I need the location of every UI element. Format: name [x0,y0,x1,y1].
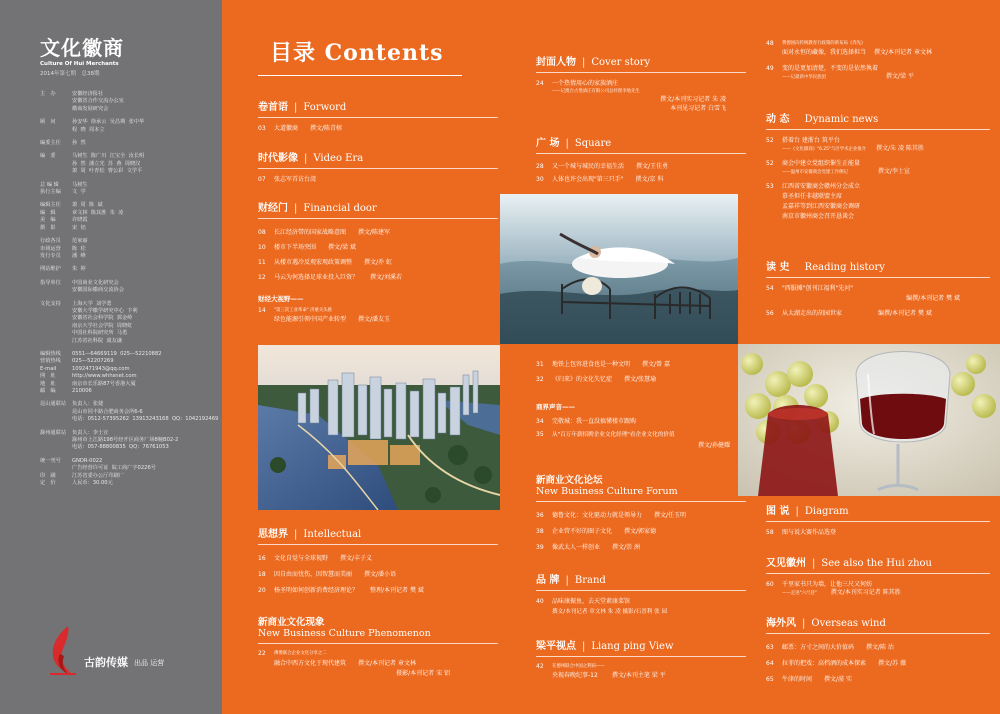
toc-entry-author: 撰文/本刊记者 章文林 朱 凌 摄影/石晋利 张 园 [552,609,668,615]
section-title-cn: 广 场 [536,138,560,149]
section-title-cn: 品 牌 [536,575,560,586]
credit-label [40,161,72,168]
credit-label [40,315,72,322]
toc-entry-title[interactable]: 央视春晚纪事-12 撰文/本刊主笔 梁 平 [552,672,666,679]
credit-value: 025—52207269 [72,358,114,365]
credit-label: 邮 编 [40,388,56,394]
credit-value: 电话：0512-57395262 13913243168 QQ：1042192469 [72,416,219,423]
toc-entry[interactable]: 52 搭着台 建浙台 筑平台 [766,137,840,144]
section-title-cn: 封面人物 [536,57,576,68]
masthead-credit-row [40,189,222,196]
section-title-en: See also the Hui zhou [821,558,932,569]
masthead-credit-row [40,280,222,287]
section-title-cn: 新商业文化现象 [258,617,325,628]
masthead-credit-row [40,366,222,373]
credit-value: 孙 然 [72,140,86,147]
section-square: 广 场 | Square 28 又一个城与城民的幸福生活 撰文/王佳勇 30 人体也许会出现"第三只手" 撰文/京 科 [536,134,746,186]
credit-value: 江苏省社科院 虞友谦 [72,337,122,344]
masthead-credit-row [40,358,222,365]
credit-value: 章文林 陈其胜 朱 凌 [72,209,124,216]
toc-entry[interactable]: 40 品味康振鱼，去天堂素康菜馆 [536,598,631,605]
toc-entry-author: 摄影/本刊记者 宋 铝 [396,670,450,677]
toc-entry[interactable]: 54 "西服摊"创刊江福利"先河" [766,285,854,292]
page-title: 目录 Contents [270,40,444,66]
credit-label [40,323,72,330]
credit-label: 编 委 [40,153,56,160]
toc-entry[interactable]: 08 长江经济带的国家战略意图 撰文/陈建军 [258,229,391,236]
credit-label: 编 辑 [40,209,56,216]
masthead-credit-row [40,153,222,160]
section-title-en: Reading history [804,262,885,273]
toc-entry[interactable]: 32 《归来》的文化失忆症 撰文/张慧瑜 [536,376,657,383]
masthead-panel [0,0,222,714]
section-title-cn: 新商业文化论坛 [536,475,603,486]
toc-entry[interactable]: 18 因自由而忧伤，因智慧而美丽 撰文/潘小语 [258,571,397,578]
toc-entry[interactable]: 53 江西省安徽商会赣州分会成立 [766,183,861,190]
section-title-en: Financial door [303,203,377,214]
calligraphy-flame-icon [46,624,80,676]
section-title-cn: 海外风 [766,618,796,629]
section-title-cn: 读 史 [766,262,790,273]
section-forword: 卷首语 | Forword 03 大道徽商 撰文/陈青榕 [258,98,498,134]
toc-entry[interactable]: 39 像武太人一样创业 撰文/崇 洲 [536,544,640,551]
masthead-credit-row [40,401,222,408]
section-title-cn: 又见徽州 [766,558,806,569]
masthead-credit-row [40,480,222,487]
credit-label: 编辑主任 [40,202,61,209]
toc-entry-note: ——记最新中华民族团 撰文/梁 平 [782,73,914,80]
credit-label [40,444,72,451]
masthead-credit-row [40,246,222,253]
section-top-entries [766,40,990,81]
credit-value: 程 晓 周本立 [72,126,105,133]
credit-label [40,127,72,134]
section-reading-history [766,258,990,319]
masthead-credit-row [40,330,222,337]
section-title-en: New Business Culture Forum [536,486,678,497]
section-title-cn: 思想界 [258,529,288,540]
credit-label: E-mail [40,365,57,372]
toc-entry[interactable]: 南京市徽州商会召开恳谈会 [782,213,855,220]
toc-entry[interactable]: 14 "第三次工业革命" 济重关头推 [258,307,333,314]
credit-label: 滁州通联站 [40,429,66,436]
issue-number: 2014年第七期 总38期 [40,71,100,77]
section-title-en: New Business Culture Phenomenon [258,628,431,639]
credit-value: 上海大学 刘学勇 [72,300,112,307]
publisher-suffix: 出品 运营 [134,659,165,667]
section-overseas-wind: 海外风 | Overseas wind 63 邮票：方寸之间的大价值码 撰文/陈 沽 64 拉菲的把戏：高档酒的成本探索 撰文/苏 薇 65 牛津的时间 撰文/漠 实 [766,614,990,688]
toc-entry[interactable]: 49 变的是更加清楚，不变的是依然執着 [766,65,879,72]
toc-entry-note: ——温州市安徽商会党建工作侧记 撰文/李士宣 [782,168,910,175]
credit-label: 顾 问 [40,119,56,126]
toc-entry[interactable]: 16 文化自觉与全球视野 撰文/丰子义 [258,555,373,562]
credit-label [40,287,72,294]
masthead-credit-row [40,225,222,232]
toc-entry[interactable]: 22 佛像联合企业文化分享之二 [258,650,327,657]
section-title-cn: 卷首语 [258,102,288,113]
credit-value: 南京市长乐路87号香港大厦 [72,380,136,387]
credit-label: 文化支持 [40,300,61,307]
section-title-en: Dynamic news [804,114,879,125]
section-title-cn: 梁平视点 [536,641,576,652]
credit-label: 主 办 [40,91,56,97]
wine-grapes-photo [738,344,1000,496]
toc-entry[interactable]: 56 从太湖走出的胡园世家 编撰/本刊记者 樊 斌 [766,310,932,317]
credit-label [40,168,72,175]
credit-label: 网站维护 [40,266,61,273]
masthead-credit-row [40,238,222,245]
masthead-credit-row [40,465,222,472]
credit-label: 市场运营 [40,245,61,252]
masthead-credit-row [40,217,222,224]
masthead-credit-row [40,127,222,134]
masthead-credit-row [40,323,222,330]
toc-entry[interactable]: 24 一个热情用心的家族酒庄 [536,80,619,87]
section-intellectual: 思想界 | Intellectual 16 文化自觉与全球视野 撰文/丰子义 18 因自由而忧伤，因智慧而美丽 撰文/潘小语 20 杨圣明如何创新消费经济理论？ 整理/本刊记者 樊 斌 [258,525,498,599]
toc-entry[interactable]: 38 企业管不好的圈子文化 撰文/郭家德 [536,528,657,535]
section-video-era: 时代影像 | Video Era 07 张志军首访台湾 [258,149,498,185]
credit-value: GNDR-0022 [72,457,103,464]
credit-value: 安徽国际徽商交流协会 [72,287,124,294]
section-title-en: Liang ping View [591,641,674,652]
credit-label: 行政各员 [40,238,61,245]
section-title-cn: 动 态 [766,114,790,125]
credit-value: 江苏省委办公厅印刷厂 [72,472,124,479]
toc-entry-author: 撰文/本刊实习记者 朱 凌 [660,96,726,103]
masthead-credit-row [40,381,222,388]
credit-value: 210006 [72,388,92,394]
toc-entry[interactable]: 12 马云为何选择足球业投入巨资？ 撰文/刘溪若 [258,274,403,281]
credit-label: 印 刷 [40,472,56,479]
toc-entry[interactable]: 03 大道徽商 撰文/陈青榕 [258,125,343,132]
credit-label [40,465,72,472]
credit-label: 昆山通联站 [40,401,66,408]
credit-value: 潘 峰 [72,252,86,259]
toc-entry-title[interactable]: 绿色能源引领中国产业转型 撰文/潘友玉 [274,316,391,323]
section-title-cn: 时代影像 [258,153,298,164]
credit-label: 定 价 [40,480,56,487]
section-title-en: Intellectual [303,529,362,540]
toc-entry[interactable]: 36 德鲁文化：文化驱动力就是领导力 撰文/任玉明 [536,512,687,519]
credit-value: 孙 然 潘立光 苏 燕 周晓汉 [72,160,141,167]
toc-entry-note: ——记澳台古堡酒庄有限公司总经理李地先生 [552,89,640,94]
floating-woman-bed-photo [500,194,738,344]
toc-entry-author: 本刊见习记者 白雪飞 [670,105,726,112]
credit-value: 萧 周 陈 斌 [72,202,103,209]
magazine-logo: 文化徽商 [40,36,124,60]
section-liangping-view: 梁平视点 | Liang ping View 42 在德州联合中国之利码—— 央视春晚纪事-12 撰文/本刊主笔 梁 平 [536,637,746,681]
credit-label: 营销热线 [40,358,61,365]
credit-value: 朱 婷 [72,266,86,273]
section-title-en: Overseas wind [811,618,886,629]
credit-value: 安徽经济报社 [72,91,104,97]
credit-label [40,106,72,113]
credit-value: 昆山市同丰路合肥商务会所6-6 [72,408,143,415]
masthead-credit-row [40,287,222,294]
credit-value: 范家丽 [72,238,88,245]
credit-value: 负责人：张捷 [72,401,104,408]
credit-value: 孙安华 徐承云 吴昌期 张中华 [72,119,145,126]
credit-label: 编辑热线 [40,350,61,357]
toc-entry[interactable]: 60 千里家书只为墙，让他三尺又何妨 [766,581,873,588]
publisher-logo [46,624,164,676]
credit-value: 中国商业文化研究会 [72,279,119,286]
section-title-cn: 财经门 [258,203,288,214]
section-see-also-huizhou: 又见徽州 | See also the Hui zhou 60 千里家书只为墙，让他三尺又何妨 ——走进"六尺巷" 撰文/本刊实习记者 陈其胜 [766,554,990,597]
toc-entry[interactable]: 慕圣担任非越联盟主席 [782,193,843,200]
toc-entry[interactable]: 58 图与说大赛作品选登 [766,529,837,536]
toc-entry[interactable]: 65 牛津的时间 撰文/漠 实 [766,676,852,683]
credit-value: 许晓霞 [72,217,88,224]
city-skyline-photo [258,345,500,510]
toc-entry[interactable]: 10 楼市下半场突围 撰文/梁 斌 [258,244,356,251]
section-title-en: Cover story [591,57,651,68]
credit-value: 中国社科院研究所 马勇 [72,330,128,337]
masthead-credit-row [40,351,222,358]
toc-entry[interactable]: 34 完敬城：我一直没搞懂楼市跟购 [536,418,637,425]
masthead-credit-row [40,91,222,98]
toc-entry[interactable]: 31 地铁上包容进食也是一种文明 撰文/曾 嘉 [536,361,670,368]
toc-entry[interactable]: 20 杨圣明如何创新消费经济理论？ 整理/本刊记者 樊 斌 [258,587,424,594]
masthead-credit-row [40,388,222,395]
toc-entry[interactable]: 30 人体也许会出现"第三只手" 撰文/京 科 [536,176,664,183]
credit-value: 马树生 [72,181,88,188]
masthead-credits [40,91,222,487]
publisher-brand: 古韵传媒 [84,656,128,669]
toc-entry[interactable]: 52 商会中建立党组织催生正能量 [766,160,861,167]
credit-label: 网 址 [40,373,56,380]
credit-value: 萧 周 叶青松 曹公彩 文学平 [72,168,143,175]
credit-value: 徽商发展研究会 [72,105,109,112]
toc-entry[interactable]: 63 邮票：方寸之间的大价值码 撰文/陈 沽 [766,644,894,651]
toc-entry[interactable]: 64 拉菲的把戏：高档酒的成本探索 撰文/苏 薇 [766,660,906,667]
credit-value: 安徽大学徽学研究中心 卞利 [72,307,138,314]
masthead-credit-row [40,444,222,451]
section-new-business-culture-forum [536,472,746,556]
masthead-credit-row [40,119,222,126]
credit-value: 电话：057-88800835 QQ：76761053 [72,444,169,451]
toc-entry[interactable]: 28 又一个城与城民的幸福生活 撰文/王佳勇 [536,163,669,170]
masthead-credit-row [40,168,222,175]
masthead-credit-row [40,373,222,380]
masthead-credit-row [40,98,222,105]
section-title-en: Square [574,138,612,149]
credit-value: 0551—64669119 025—52210882 [72,350,162,357]
masthead-credit-row [40,473,222,480]
subsection-title: 财经大视野—— [258,295,304,303]
credit-label [40,98,72,105]
toc-entry-title[interactable]: 融合中西方文化于现代建筑 撰文/本刊记者 章文林 [274,660,416,667]
credit-label [40,416,72,423]
masthead-credit-row [40,253,222,260]
credit-label: 统一刊号 [40,457,61,464]
credit-label: 地 址 [40,380,56,387]
credit-value: 安徽省社会科学院 郭金岭 [72,315,133,322]
credit-label: 摄 影 [40,224,56,231]
toc-entry-title[interactable]: 面对永恒的藏像，我们选择担当 撰文/本刊记者 章文林 [782,49,932,56]
section-diagram: 图 说 | Diagram 58 图与说大赛作品选登 [766,502,990,538]
credit-value: 陈 松 [72,245,86,252]
credit-value: 马树生 陈广川 江宝全 汝长明 [72,153,145,160]
toc-entry[interactable]: 孟嘉祥等到江西安徽商会调研 [782,203,861,210]
subsection-title: 商界声音—— [536,403,575,411]
section-brand: 品 牌 | Brand 40 品味康振鱼，去天堂素康菜馆 撰文/本刊记者 章文林 朱 凌 摄影/石晋利 张 园 [536,571,746,617]
credit-value: 滁州市上江路198号经开区商务厂场8幢B02-2 [72,437,179,444]
masthead-credit-row [40,430,222,437]
toc-entry[interactable]: 42 在德州联合中国之利码—— [536,663,605,670]
title-divider [258,75,462,76]
masthead-credit-row [40,106,222,113]
section-new-business-culture-phenomenon [258,614,498,678]
credit-value: 南京大学社会学院 周晓虹 [72,322,133,329]
credit-label: 指导单位 [40,279,61,286]
toc-entry[interactable]: 35 从"百万年薪招聘企业文化经理"看企业文化的价值 [536,431,675,438]
credit-value: 安徽省合作交流办公室 [72,98,124,105]
credit-value: 负责人：李士宣 [72,429,109,436]
masthead-credit-row [40,416,222,423]
section-title-en: Forword [303,102,347,113]
section-title-en: Brand [574,575,606,586]
section-dynamic-news [766,110,990,222]
credit-value: 文 学 [72,189,86,196]
credit-value: 人民币：30.00元 [72,480,113,487]
section-square-continued [536,357,746,387]
credit-label: 执行主编 [40,189,61,196]
section-business-voices [536,402,746,450]
credit-value: 宋 铝 [72,224,86,231]
section-cover-story: 封面人物 | Cover story 24 一个热情用心的家族酒庄 ——记澳台古堡酒庄有限公司总经理李地先生 撰文/本刊实习记者 朱 凌 本刊见习记者 白雪飞 [536,53,746,113]
masthead-credit-row [40,202,222,209]
section-title-en: Video Era [313,153,364,164]
credit-label [40,330,72,337]
masthead-credit-row [40,338,222,345]
masthead-credit-row [40,210,222,217]
credit-label: 发行专员 [40,252,61,259]
toc-entry-note: ——走进"六尺巷" 撰文/本刊实习记者 陈其胜 [782,589,901,596]
section-title-cn: 图 说 [766,506,790,517]
credit-value: http://www.whhsnet.com [72,373,137,380]
toc-entry-note: ——《文化徽商》"6.25"与区学术企业推介 撰文/朱 凌 陈其胜 [782,145,924,152]
toc-entry[interactable]: 11 从楼市遇冷反观宏观政策调整 撰文/乔 虹 [258,259,392,266]
masthead-credit-row [40,182,222,189]
credit-label: 总 编 辑 [40,181,59,188]
credit-label [40,437,72,444]
credit-label [40,308,72,315]
credit-label: 美 编 [40,217,56,224]
credit-label [40,338,72,345]
toc-entry[interactable]: 48 费德国向传统教育行政策的新布局《奔先》 [766,40,866,47]
toc-entry[interactable]: 07 张志军首访台湾 [258,176,317,183]
credit-value: 1092471943@qq.com [72,365,130,372]
magazine-logo-english: Culture Of Hui Merchants [40,61,119,67]
credit-value: 广告经营许可证 皖工商广字0226号 [72,465,156,472]
masthead-credit-row [40,315,222,322]
credit-label [40,409,72,416]
masthead-credit-row [40,140,222,147]
masthead-credit-row [40,301,222,308]
credit-label: 编委主任 [40,140,61,147]
toc-entry-author: 撰文/孙健耀 [697,442,730,449]
section-title-en: Diagram [804,506,849,517]
masthead-credit-row [40,266,222,273]
section-financial-vision [258,294,498,325]
section-financial-door: 财经门 | Financial door 08 长江经济带的国家战略意图 撰文/陈建军 10 楼市下半场突围 撰文/梁 斌 11 从楼市遇冷反观宏观政策调整 撰文/乔 虹 12 马云为何选择足球业投入巨资？ 撰文/刘溪若 [258,199,498,285]
toc-entry-author: 编撰/本刊记者 樊 斌 [906,295,960,302]
